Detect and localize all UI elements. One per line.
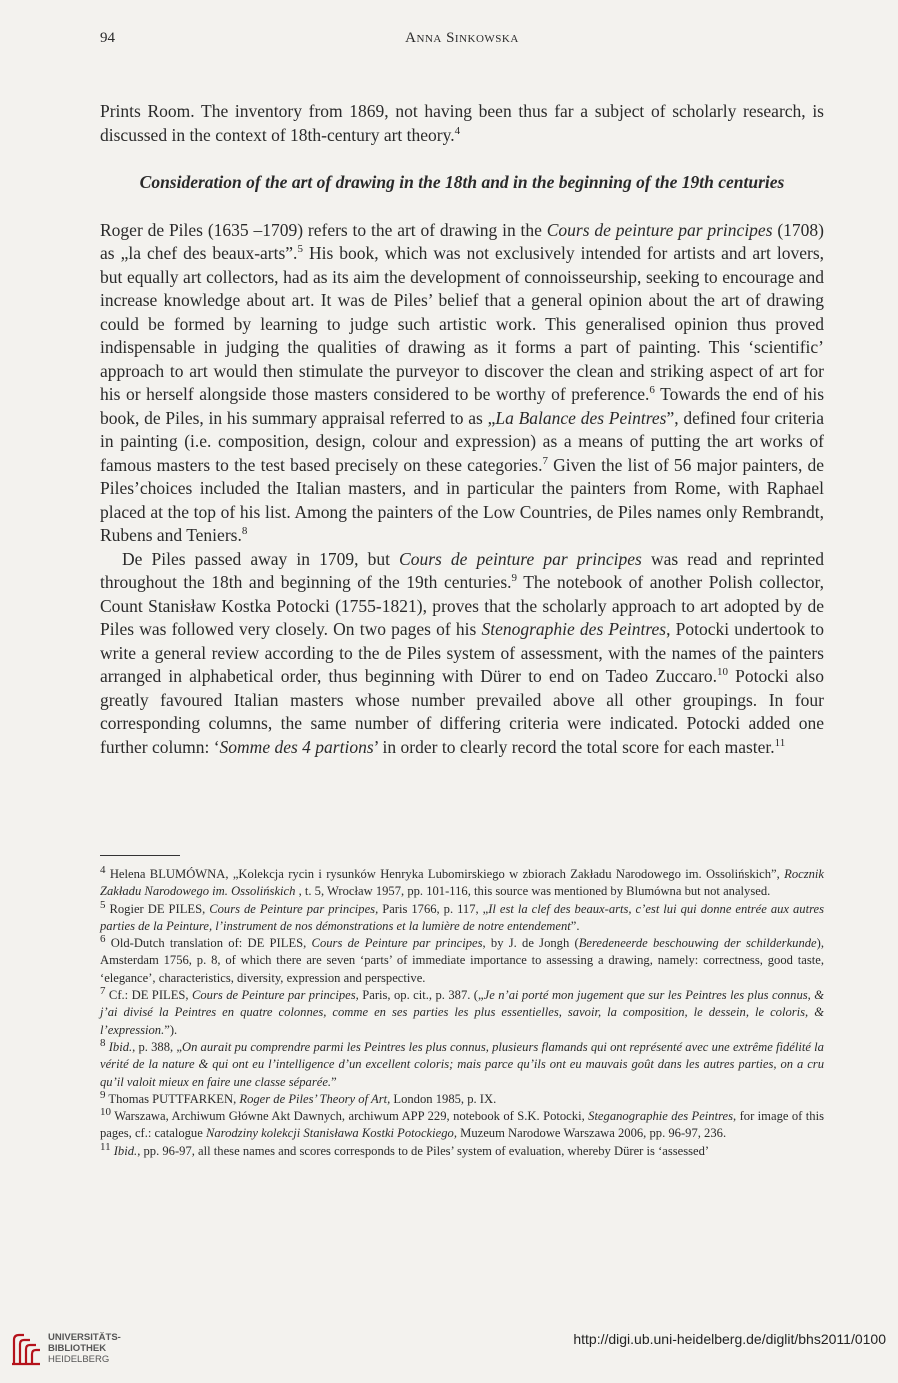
source-url[interactable]: http://digi.ub.uni-heidelberg.de/diglit/bhs2011/0100 [573, 1331, 886, 1347]
footnotes [100, 863, 825, 1160]
footnote-4: $^4$ Helena BLUMÓWNA, „Kolekcja rycin i rysunków Henryka Lubomirskiego w zbiorach Zakładu Narodowego im. Ossolińskich”, Rocznik Zakładu Narodowego im. Ossolińskich , t. 5, Wrocław 1957, pp. 101-116, this source was mentioned by Blumówna but not analysed. [100, 863, 824, 899]
footnote-ref-9[interactable]: 9 [511, 572, 517, 585]
footnote-ref-4[interactable]: 4 [454, 124, 461, 137]
footnote-ref-6[interactable]: 6 [649, 384, 655, 397]
footnote-10: $^{10}$ Warszawa, Archiwum Główne Akt Dawnych, archiwum APP 229, notebook of S.K. Potocki, Steganographie des Peintres, for image of this pages, cf.: catalogue Narodziny kolekcji Stanisława Kostki Potockiego, Muzeum Narodowe Warszawa 2006, pp. 96-97, 236. [100, 1105, 824, 1141]
footnote-ref-10[interactable]: 10 [717, 666, 729, 679]
running-head: Anna Sinkowska [405, 30, 519, 46]
footnote-11: $^{11}$ Ibid., pp. 96-97, all these names and scores corresponds to de Piles’ system of evaluation, whereby Dürer is ‘assessed’ [100, 1140, 710, 1158]
footnote-7: $^7$ Cf.: DE PILES, Cours de Peinture par principes, Paris, op. cit., p. 387. („Je n’ai porté mon jugement que sur les Peintres les plus connus, & j’ai divisé la Peintres en quatre colonnes, comme en ses parties les plus essentielles, savoir, la composition, le dessein, le coloris, & l’expression.”). [100, 984, 825, 1037]
paragraph-de-piles: Roger de Piles (1635 –1709) refers to the art of drawing in the Cours de peinture par principes (1708) as „la chef des beaux-arts”.$^5$ His book, which was not exclusively intended for artists and art lovers, but equally art collectors, had as its aim the development of connoisseurship, seeking to encourage and increase knowledge about art. It was de Piles’ belief that a general opinion about the art of drawing could be formed by learning to judge such artistic work. This generalised opinion thus proved indispensable in judging the qualities of drawing as it forms a part of painting. This ‘scientific’ approach to art would then stimulate the purveyor to discover the clean and striking aspect of art for his or herself alongside those masters considered to be worthy of preference.$^6$ Towards the end of his book, de Piles, in his summary appraisal referred to as „La Balance des Peintres”, defined four criteria in painting (i.e. composition, design, colour and expression) as a means of putting the art works of famous masters to the test based precisely on these categories.$^7$ Given the list of 56 major painters, de Piles’choices included the Italian masters, and in particular the painters from Rome, with Raphael placed at the top of his list. Among the painters of the Low Countries, de Piles names only Rembrandt, Rubens and Teniers.$^8$ [100, 219, 825, 545]
section-heading: Consideration of the art of drawing in the 18th and in the beginning of the 19th centuries [139, 172, 785, 192]
footnote-8: $^8$ Ibid., p. 388, „On aurait pu comprendre parmi les Peintres les plus connus, plusieurs flamands qui ont représenté avec une extrême fidélité la vérité de la nature & qui ont eu l’intelligence d’un excellent coloris; mais parce qu’ils ont eu mauvais goût dans les autres parties, on a cru qu’il valoit mieux en faire une classe séparée.” [100, 1036, 824, 1089]
footnote-ref-7[interactable]: 7 [542, 454, 548, 467]
library-columns-icon [10, 1332, 42, 1366]
paragraph-intro: Prints Room. The inventory from 1869, not having been thus far a subject of scholarly research, is discussed in the context of 18th-century art theory.$^4$ [100, 101, 824, 145]
footnote-ref-8[interactable]: 8 [241, 525, 248, 538]
library-name: UNIVERSITÄTS- BIBLIOTHEK HEIDELBERG [48, 1332, 121, 1365]
footnote-6: $^6$ Old-Dutch translation of: DE PILES, Cours de Peinture par principes, by J. de Jongh (Beredeneerde beschouwing der schilderkunde), Amsterdam 1756, p. 8, of which there are seven ‘parts’ of immediate importance to assessing a drawing, namely: correctness, good taste, ‘elegance’, characteristics, diversity, expression and perspective. [100, 933, 824, 985]
footnote-5: $^5$ Rogier DE PILES, Cours de Peinture par principes, Paris 1766, p. 117, „Il est la clef des beaux-arts, c’est lui qui donne entrée aux autres parties de la Peinture, l’instrument de nos démonstrations et la lumière de notre entendement”. [100, 898, 825, 933]
body-text [100, 100, 824, 759]
footnote-divider [100, 855, 180, 856]
paragraph-potocki: De Piles passed away in 1709, but Cours de peinture par principes was read and reprinted throughout the 18th and beginning of the 19th centuries.$^9$ The notebook of another Polish collector, Count Stanisław Kostka Potocki (1755-1821), proves that the scholarly approach to art adopted by de Piles was followed very closely. On two pages of his Stenographie des Peintres, Potocki undertook to write a general review according to the de Piles system of assessment, with the names of the painters arranged in alphabetical order, thus beginning with Dürer to end on Tadeo Zuccaro.$^{10}$ Potocki also greatly favoured Italian masters whose number prevailed above all other groupings. In four corresponding columns, the same number of differing criteria were indicated. Potocki added one further column: ‘Somme des 4 partions’ in order to clearly record the total score for each master.$^{11}$ [100, 548, 825, 757]
page-header [100, 30, 824, 54]
page-number: 94 [100, 30, 115, 46]
footnote-ref-5[interactable]: 5 [297, 243, 303, 256]
library-logo[interactable] [10, 1330, 130, 1372]
footnote-9: $^9$ Thomas PUTTFARKEN, Roger de Piles’ Theory of Art, London 1985, p. IX. [100, 1088, 497, 1106]
footnote-ref-11[interactable]: 11 [774, 736, 786, 749]
